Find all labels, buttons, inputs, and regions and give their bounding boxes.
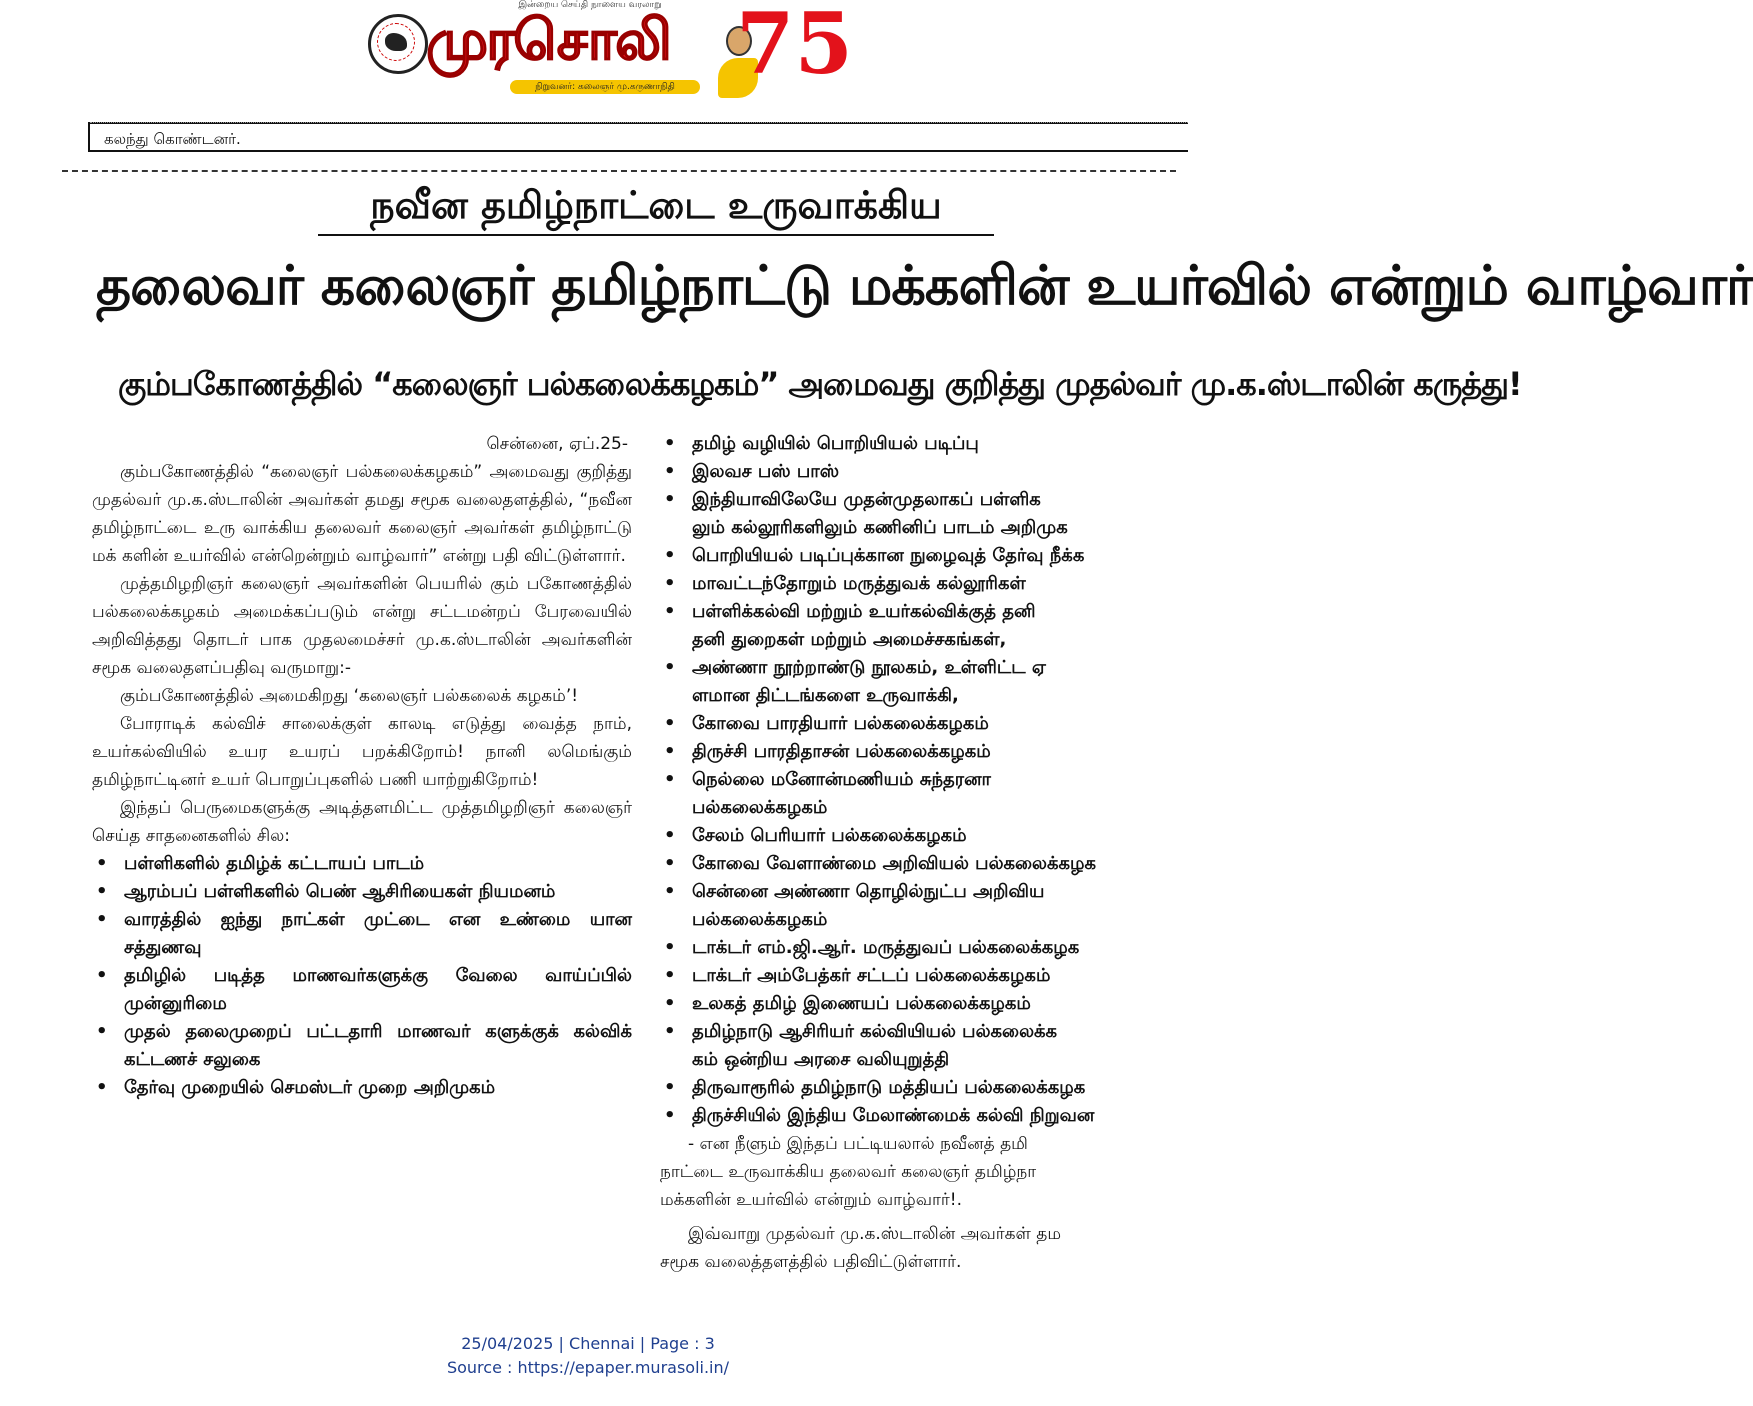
masthead-tagline: இன்றைய செய்தி நாளைய வரலாறு	[518, 0, 662, 10]
list-item-line: • கோவை பாரதியார் பல்கலைக்கழகம்	[692, 713, 989, 734]
list-item	[660, 1074, 1190, 1102]
list-item	[660, 738, 1190, 766]
list-item-line: • தமிழ் வழியில் பொறியியல் படிப்பு	[692, 433, 979, 454]
list-item-line: • இந்தியாவிலேயே முதன்முதலாகப் பள்ளிக	[692, 489, 1041, 510]
headline-sub: கும்பகோணத்தில் “கலைஞர் பல்கலைக்கழகம்” அமைவது குறித்து முதல்வர் மு.க.ஸ்டாலின் கருத்து!	[118, 365, 1522, 403]
footer-source: Source : https://epaper.murasoli.in/	[446, 1358, 730, 1377]
list-item: • வாரத்தில் ஐந்து நாட்கள் முட்டை என உண்மை யான சத்துணவு	[92, 906, 632, 962]
list-item	[660, 598, 1190, 654]
logo-founder-line: நிறுவனர்: கலைஞர் மு.கருணாநிதி	[510, 80, 700, 94]
list-item-line: • சென்னை அண்ணா தொழில்நுட்ப அறிவிய	[692, 881, 1045, 902]
list-item	[660, 990, 1190, 1018]
list-item-line: பல்கலைக்கழகம்	[692, 797, 828, 818]
list-item	[660, 934, 1190, 962]
closing-paragraphs	[660, 1130, 1190, 1276]
list-item-line: பல்கலைக்கழகம்	[692, 909, 828, 930]
list-item: • தேர்வு முறையில் செமஸ்டர் முறை அறிமுகம்	[92, 1074, 632, 1102]
list-item-line: லும் கல்லூரிகளிலும் கணினிப் பாடம் அறிமுக	[692, 517, 1068, 538]
paragraph: முத்தமிழறிஞர் கலைஞர் அவர்களின் பெயரில் கும் பகோணத்தில் பல்கலைக்கழகம் அமைக்கப்படும் என்று சட்டமன்றப் பேரவையில் அறிவித்தது தொடர் பாக முதலமைச்சர் மு.க.ஸ்டாலின் அவர்களின் சமூக வலைதளப்பதிவு வருமாறு:-	[92, 574, 632, 678]
list-item	[660, 1102, 1190, 1130]
dateline: சென்னை, ஏப்.25-	[486, 434, 628, 454]
footer-edition-info: 25/04/2025 | Chennai | Page : 3	[461, 1334, 715, 1353]
list-item-line: • சேலம் பெரியார் பல்கலைக்கழகம்	[692, 825, 967, 846]
list-item	[660, 542, 1190, 570]
list-item	[660, 1018, 1190, 1074]
achievements-list-left	[92, 850, 632, 1102]
article-column-left	[92, 430, 632, 1102]
headline-main: தலைவர் கலைஞர் தமிழ்நாட்டு மக்களின் உயர்வில் என்றும் வாழ்வார்	[96, 254, 1753, 317]
previous-article-box	[88, 122, 1188, 152]
article-divider	[62, 170, 1176, 172]
list-item-line: • திருச்சி பாரதிதாசன் பல்கலைக்கழகம்	[692, 741, 991, 762]
paragraph: போராடிக் கல்விச் சாலைக்குள் காலடி எடுத்து வைத்த நாம், உயர்கல்வியில் உயர உயரப் பறக்கிறோம்! நானி லமெங்கும் தமிழ்நாட்டினர் உயர் பொறுப்புகளில் பணி யாற்றுகிறோம்!	[92, 714, 632, 790]
article-column-right	[660, 430, 1190, 1276]
list-item-line: • உலகத் தமிழ் இணையப் பல்கலைக்கழகம்	[692, 993, 1031, 1014]
list-item	[660, 654, 1190, 710]
jubilee-number: 75	[736, 0, 853, 93]
list-item-line: கம் ஒன்றிய அரசை வலியுறுத்தி	[692, 1049, 950, 1070]
list-item: • ஆரம்பப் பள்ளிகளில் பெண் ஆசிரியைகள் நியமனம்	[92, 878, 632, 906]
list-item-line: • பள்ளிக்கல்வி மற்றும் உயர்கல்விக்குத் தனி	[692, 601, 1036, 622]
list-item	[660, 962, 1190, 990]
paragraph: கும்பகோணத்தில் “கலைஞர் பல்கலைக்கழகம்” அமைவது குறித்து முதல்வர் மு.க.ஸ்டாலின் அவர்கள் தமது சமூக வலைதளத்தில், “நவீன தமிழ்நாட்டை உரு வாக்கிய தலைவர் கலைஞர் அவர்கள் தமிழ்நாட்டு மக் களின் உயர்வில் என்றென்றும் வாழ்வார்” என்று பதி விட்டுள்ளார்.	[92, 462, 632, 566]
jubilee-75-emblem	[706, 0, 853, 100]
page-footer	[0, 1332, 1176, 1380]
list-item	[660, 430, 1190, 458]
list-item	[660, 822, 1190, 850]
list-item: • தமிழில் படித்த மாணவர்களுக்கு வேலை வாய்ப்பில் முன்னுரிமை	[92, 962, 632, 1018]
list-item-line: • மாவட்டந்தோறும் மருத்துவக் கல்லூரிகள்	[692, 573, 1026, 594]
closing-line: மக்களின் உயர்வில் என்றும் வாழ்வார்!.	[660, 1190, 962, 1210]
headline-kicker: நவீன தமிழ்நாட்டை உருவாக்கிய	[318, 176, 994, 236]
paragraph: கும்பகோணத்தில் அமைகிறது ‘கலைஞர் பல்கலைக் கழகம்’!	[120, 686, 579, 706]
list-item: • முதல் தலைமுறைப் பட்டதாரி மாணவர் களுக்குக் கல்விக் கட்டணச் சலுகை	[92, 1018, 632, 1074]
list-item-line: • நெல்லை மனோன்மணியம் சுந்தரனா	[692, 769, 991, 790]
list-item	[660, 850, 1190, 878]
list-item-line: ளமான திட்டங்களை உருவாக்கி,	[692, 685, 959, 706]
closing-line: இவ்வாறு முதல்வர் மு.க.ஸ்டாலின் அவர்கள் தம	[688, 1224, 1062, 1244]
paragraph: இந்தப் பெருமைகளுக்கு அடித்தளமிட்ட முத்தமிழறிஞர் கலைஞர் செய்த சாதனைகளில் சில:	[92, 798, 632, 846]
list-item-line: • டாக்டர் எம்.ஜி.ஆர். மருத்துவப் பல்கலைக்கழக	[692, 937, 1080, 958]
closing-line: - என நீளும் இந்தப் பட்டியலால் நவீனத் தமி	[688, 1134, 1028, 1154]
list-item	[660, 878, 1190, 934]
closing-line: நாட்டை உருவாக்கிய தலைவர் கலைஞர் தமிழ்நா	[660, 1162, 1037, 1182]
list-item-line: • திருவாரூரில் தமிழ்நாடு மத்தியப் பல்கலைக்கழக	[692, 1077, 1086, 1098]
list-item: • பள்ளிகளில் தமிழ்க் கட்டாயப் பாடம்	[92, 850, 632, 878]
list-item	[660, 570, 1190, 598]
list-item-line: தனி துறைகள் மற்றும் அமைச்சகங்கள்,	[692, 629, 1007, 650]
list-item-line: • பொறியியல் படிப்புக்கான நுழைவுத் தேர்வு நீக்க	[692, 545, 1085, 566]
list-item	[660, 458, 1190, 486]
newspaper-logo: முரசொலி	[426, 8, 670, 73]
list-item-line: • இலவச பஸ் பாஸ்	[692, 461, 840, 482]
previous-article-tail: கலந்து கொண்டனர்.	[104, 130, 241, 148]
list-item-line: • அண்ணா நூற்றாண்டு நூலகம், உள்ளிட்ட ஏ	[692, 657, 1046, 678]
list-item-line: • கோவை வேளாண்மை அறிவியல் பல்கலைக்கழக	[692, 853, 1097, 874]
list-item-line: • திருச்சியில் இந்திய மேலாண்மைக் கல்வி நிறுவன	[692, 1105, 1095, 1126]
list-item-line: • டாக்டர் அம்பேத்கர் சட்டப் பல்கலைக்கழகம்	[692, 965, 1051, 986]
list-item	[660, 766, 1190, 822]
achievements-list-right	[660, 430, 1190, 1130]
list-item	[660, 710, 1190, 738]
closing-line: சமூக வலைத்தளத்தில் பதிவிட்டுள்ளார்.	[660, 1252, 962, 1272]
party-seal-icon	[368, 14, 428, 74]
list-item-line: • தமிழ்நாடு ஆசிரியர் கல்வியியல் பல்கலைக்க	[692, 1021, 1058, 1042]
masthead	[360, 0, 853, 112]
list-item	[660, 486, 1190, 542]
